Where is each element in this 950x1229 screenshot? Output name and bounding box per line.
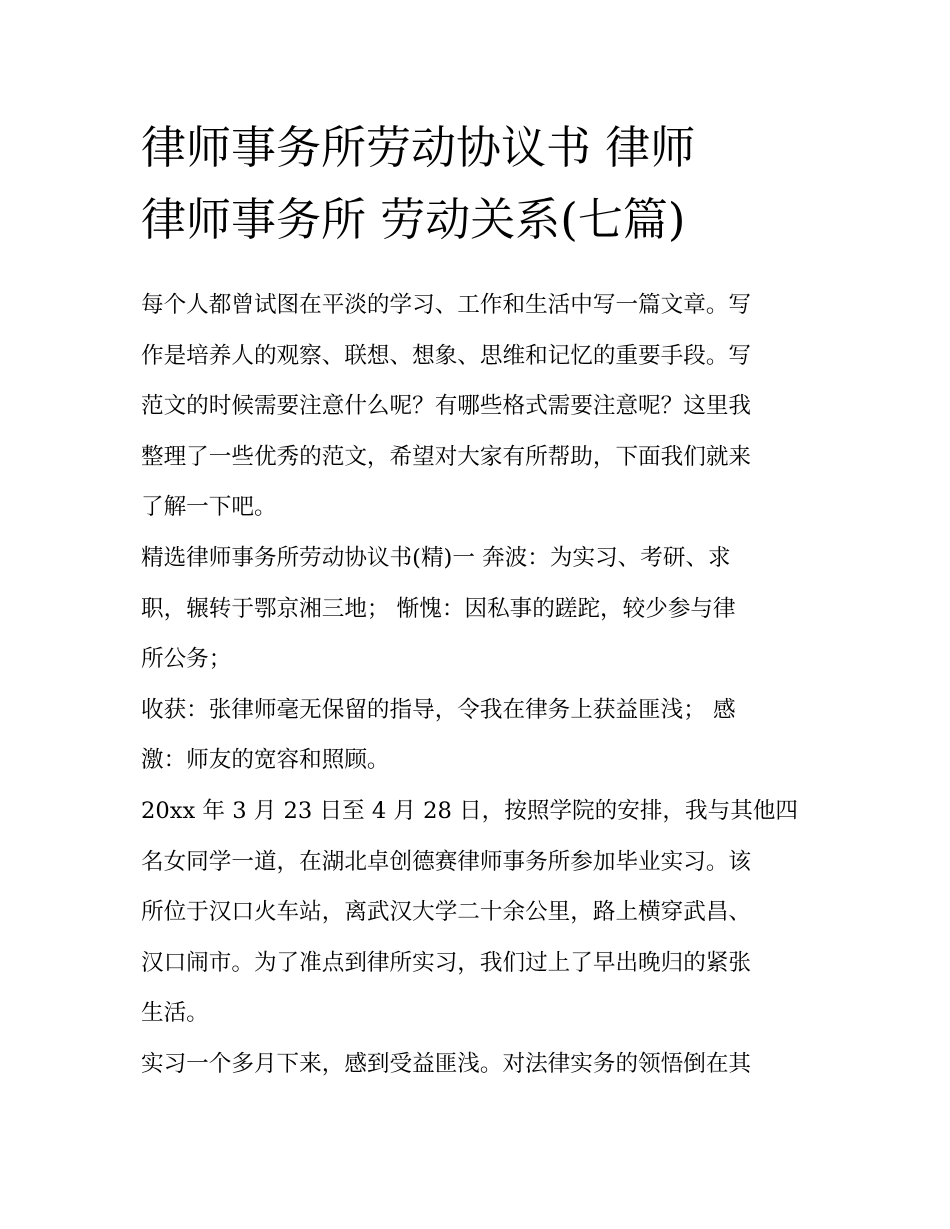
- paragraph-internship: [141, 786, 821, 1039]
- document-title: [141, 112, 821, 256]
- text-line: 所公务；: [141, 646, 232, 673]
- text-line: 名女同学一道，在湖北卓创德赛律师事务所参加毕业实习。该: [141, 848, 752, 875]
- text-line: 20xx 年 3 月 23 日至 4 月 28 日，按照学院的安排，我与其他四: [141, 797, 798, 824]
- title-line-1: 律师事务所劳动协议书 律师: [141, 121, 696, 174]
- text-line: 精选律师事务所劳动协议书(精)一 奔波：为实习、考研、求: [141, 544, 731, 571]
- paragraph-harvest: [141, 685, 821, 786]
- text-line: 生活。: [141, 1000, 209, 1027]
- paragraph-reflection: [141, 1039, 821, 1090]
- text-line: 作是培养人的观察、联想、想象、思维和记忆的重要手段。写: [141, 342, 752, 369]
- text-line: 汉口闹市。为了准点到律所实习，我们过上了早出晚归的紧张: [141, 949, 752, 976]
- document-body: [141, 280, 821, 1090]
- text-line: 所位于汉口火车站，离武汉大学二十余公里，路上横穿武昌、: [141, 899, 752, 926]
- text-line: 激：师友的宽容和照顾。: [141, 747, 390, 774]
- text-line: 职，辗转于鄂京湘三地； 惭愧：因私事的蹉跎，较少参与律: [141, 595, 736, 622]
- text-line: 整理了一些优秀的范文，希望对大家有所帮助，下面我们就来: [141, 443, 752, 470]
- text-line: 收获：张律师毫无保留的指导，令我在律务上获益匪浅； 感: [141, 696, 736, 723]
- title-line-2: 律师事务所 劳动关系(七篇): [141, 193, 686, 246]
- paragraph-intro: [141, 280, 821, 533]
- text-line: 实习一个多月下来，感到受益匪浅。对法律实务的领悟倒在其: [141, 1050, 752, 1077]
- text-line: 了解一下吧。: [141, 494, 277, 521]
- text-line: 范文的时候需要注意什么呢？有哪些格式需要注意呢？这里我: [141, 393, 752, 420]
- paragraph-selection-one: [141, 533, 821, 685]
- text-line: 每个人都曾试图在平淡的学习、工作和生活中写一篇文章。写: [141, 292, 752, 318]
